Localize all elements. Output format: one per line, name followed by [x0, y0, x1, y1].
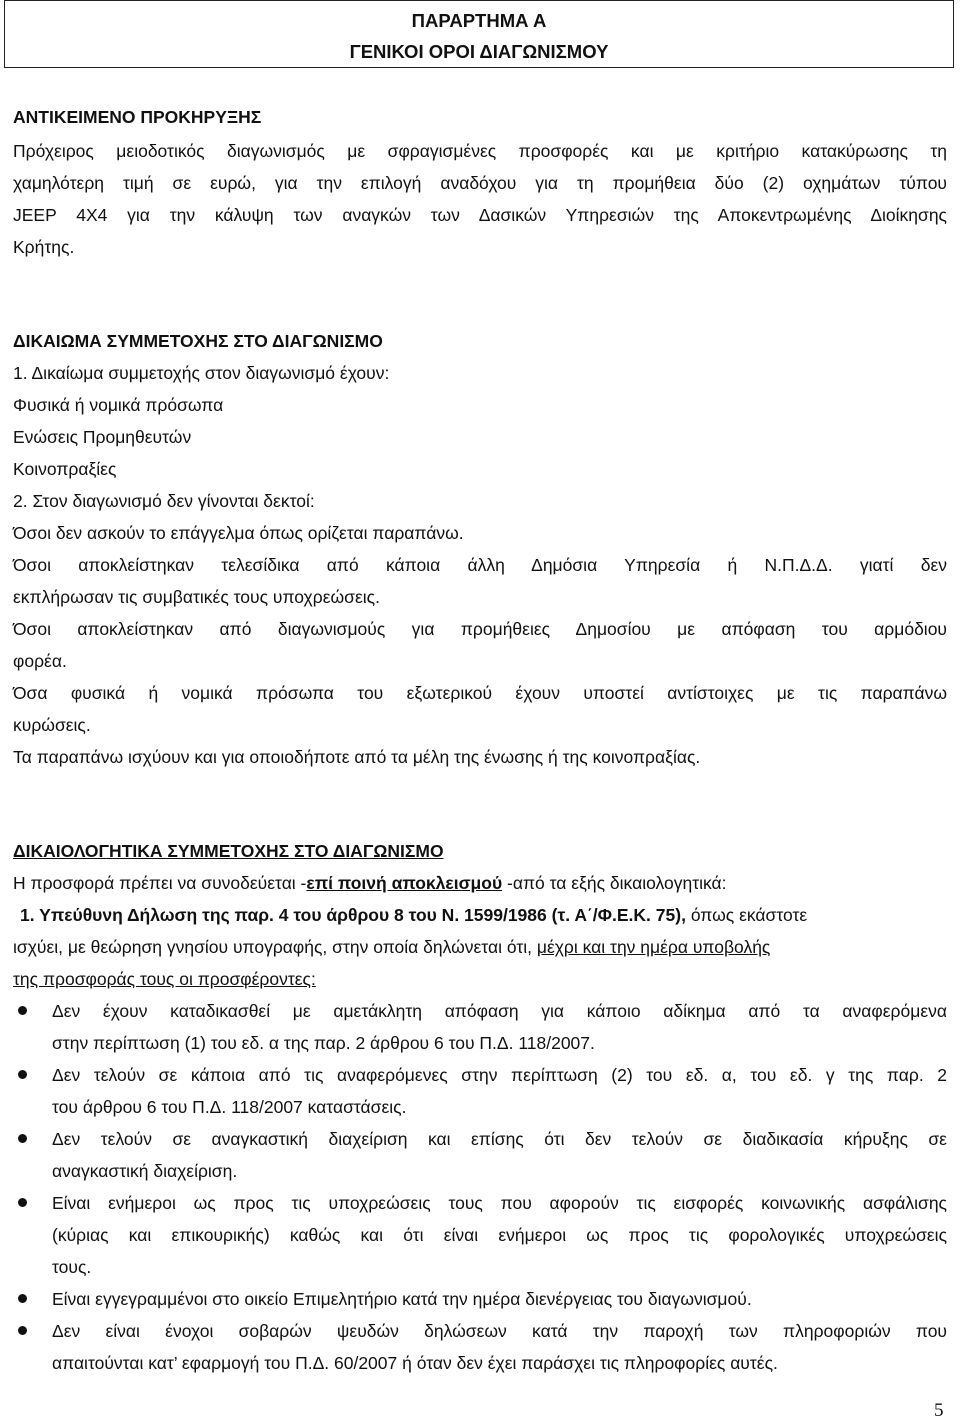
page-number: 5: [934, 1400, 944, 1421]
bullet-line: Δεν είναι ένοχοι σοβαρών ψευδών δηλώσεων κατά την παροχή των πληροφοριών που: [52, 1321, 947, 1341]
bullet-line: Δεν έχουν καταδικασθεί με αμετάκλητη απόφαση για κάποιο αδίκημα από τα αναφερόμενα: [52, 1001, 947, 1021]
bullet-icon: [18, 1198, 27, 1207]
paragraph-line: Ενώσεις Προμηθευτών: [13, 427, 192, 447]
bullet-icon: [18, 1326, 27, 1335]
paragraph-line: Όσοι δεν ασκούν το επάγγελμα όπως ορίζεται παραπάνω.: [13, 523, 464, 543]
item1-title: 1. Υπεύθυνη Δήλωση της παρ. 4 του άρθρου 8 του Ν. 1599/1986 (τ. Α΄/Φ.Ε.Κ. 75),: [20, 905, 686, 925]
bullet-line: τους.: [52, 1257, 92, 1277]
paragraph-line: Όσοι αποκλείστηκαν από διαγωνισμούς για προμήθειες Δημοσίου με απόφαση του αρμόδιου: [13, 619, 947, 639]
paragraph-line: φορέα.: [13, 651, 67, 671]
paragraph-line: Όσοι αποκλείστηκαν τελεσίδικα από κάποια άλλη Δημόσια Υπηρεσία ή Ν.Π.Δ.Δ. γιατί δεν: [13, 555, 947, 575]
bullet-icon: [18, 1006, 27, 1015]
bullet-icon: [18, 1134, 27, 1143]
bullet-line: αναγκαστική διαχείριση.: [52, 1161, 238, 1181]
bullet-line: Δεν τελούν σε κάποια από τις αναφερόμενες στην περίπτωση (2) του εδ. α, του εδ. γ της παρ. 2: [52, 1065, 947, 1085]
item1-line3: της προσφοράς τους οι προσφέροντες:: [13, 969, 316, 989]
item1-rest: όπως εκάστοτε: [685, 905, 808, 925]
section-heading-documents: ΔΙΚΑΙΟΛΟΓΗΤΙΚΑ ΣΥΜΜΕΤΟΧΗΣ ΣΤΟ ΔΙΑΓΩΝΙΣΜΟ: [13, 841, 444, 861]
bullet-line: Είναι ενήμεροι ως προς τις υποχρεώσεις τους που αφορούν τις εισφορές κοινωνικής ασφάλισης: [52, 1193, 947, 1213]
paragraph-line: 2. Στον διαγωνισμό δεν γίνονται δεκτοί:: [13, 491, 315, 511]
annex-title-box: [4, 0, 954, 68]
section-heading-subject: ΑΝΤΙΚΕΙΜΕΝΟ ΠΡΟΚΗΡΥΞΗΣ: [13, 107, 262, 127]
paragraph-line: κυρώσεις.: [13, 715, 91, 735]
section-heading-eligibility: ΔΙΚΑΙΩΜΑ ΣΥΜΜΕΤΟΧΗΣ ΣΤΟ ΔΙΑΓΩΝΙΣΜΟ: [13, 331, 383, 351]
intro-text-end: -από τα εξής δικαιολογητικά:: [502, 873, 727, 893]
bullet-line: απαιτούνται κατ’ εφαρμογή του Π.Δ. 60/2007 ή όταν δεν έχει παράσχει τις πληροφορίες αυτές.: [52, 1353, 778, 1373]
item1-line2-text: ισχύει, με θεώρηση γνησίου υπογραφής, στην οποία δηλώνεται ότι,: [13, 937, 537, 957]
bullet-line: του άρθρου 6 του Π.Δ. 118/2007 καταστάσεις.: [52, 1097, 407, 1117]
item1-line2-underlined: μέχρι και την ημέρα υποβολής: [536, 937, 771, 957]
paragraph-line: εκπλήρωσαν τις συμβατικές τους υποχρεώσεις.: [13, 587, 380, 607]
intro-text: Η προσφορά πρέπει να συνοδεύεται -: [13, 873, 307, 893]
bullet-line: Είναι εγγεγραμμένοι στο οικείο Επιμελητήριο κατά την ημέρα διενέργειας του διαγωνισμού.: [52, 1289, 752, 1309]
annex-title: ΠΑΡΑΡΤΗΜΑ Α: [411, 10, 547, 31]
paragraph-line: Όσα φυσικά ή νομικά πρόσωπα του εξωτερικού έχουν υποστεί αντίστοιχες με τις παραπάνω: [13, 683, 947, 703]
paragraph-line: Κρήτης.: [13, 237, 75, 257]
bullet-icon: [18, 1294, 27, 1303]
annex-subtitle: ΓΕΝΙΚΟΙ ΟΡΟΙ ΔΙΑΓΩΝΙΣΜΟΥ: [349, 41, 609, 62]
paragraph-line: Τα παραπάνω ισχύουν και για οποιοδήποτε από τα μέλη της ένωσης ή της κοινοπραξίας.: [13, 747, 701, 767]
bullet-line: στην περίπτωση (1) του εδ. α της παρ. 2 άρθρου 6 του Π.Δ. 118/2007.: [52, 1033, 595, 1053]
paragraph-line: 1. Δικαίωμα συμμετοχής στον διαγωνισμό έχουν:: [13, 363, 390, 383]
bullet-line: Δεν τελούν σε αναγκαστική διαχείριση και επίσης ότι δεν τελούν σε διαδικασία κήρυξης σε: [52, 1129, 947, 1149]
bullet-icon: [18, 1070, 27, 1079]
documents-intro: [13, 872, 947, 894]
paragraph-line: Κοινοπραξίες: [13, 459, 117, 479]
paragraph-line: Πρόχειρος μειοδοτικός διαγωνισμός με σφραγισμένες προσφορές και με κριτήριο κατακύρωσης τη: [13, 141, 947, 161]
item1-line2: [13, 936, 947, 958]
item1-line: [20, 904, 947, 926]
paragraph-line: χαμηλότερη τιμή σε ευρώ, για την επιλογή αναδόχου για τη προμήθεια δύο (2) οχημάτων τύπου: [13, 173, 947, 193]
paragraph-line: Φυσικά ή νομικά πρόσωπα: [13, 395, 224, 415]
intro-emphasis: επί ποινή αποκλεισμού: [306, 873, 503, 893]
bullet-line: (κύριας και επικουρικής) καθώς και ότι είναι ενήμεροι ως προς τις φορολογικές υποχρεώσεις: [52, 1225, 947, 1245]
paragraph-line: JEEP 4X4 για την κάλυψη των αναγκών των Δασικών Υπηρεσιών της Αποκεντρωμένης Διοίκησης: [13, 205, 947, 225]
